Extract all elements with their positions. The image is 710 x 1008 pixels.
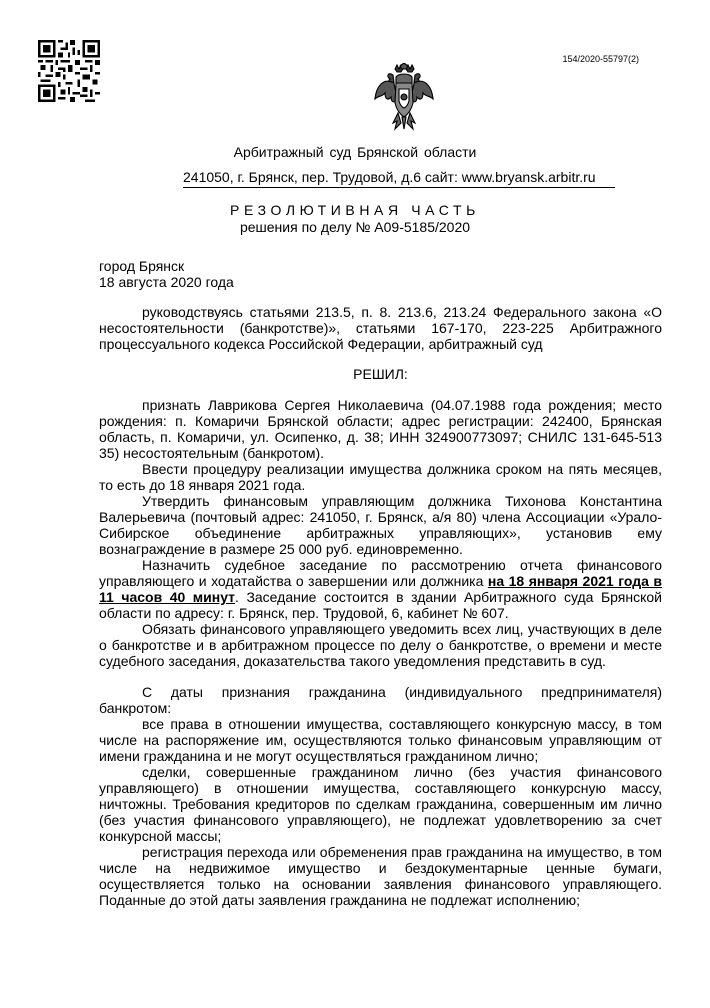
- court-website-link[interactable]: www.bryansk.arbitr.ru: [461, 169, 596, 185]
- decision-body: [99, 304, 662, 908]
- decision-label: РЕШИЛ:: [353, 366, 408, 382]
- header-divider: [183, 187, 615, 188]
- paragraph-consequences: С даты признания гражданина (индивидуального предпринимателя) банкротом:: [99, 684, 662, 716]
- paragraph-manager: Утвердить финансовым управляющим должника Тихонова Константина Валерьевича (почтовый адрес: 241050, г. Брянск, а/я 80) члена Ассоциации «Урало-Сибирское объединение арбитражных управляющих», установив ему вознаграждение в размере 25 000 руб. единовременно.: [99, 493, 662, 557]
- paragraph-bankrupt: признать Лаврикова Сергея Николаевича (04.07.1988 года рождения; место рождения: п. Комаричи Брянской области; адрес регистрации: 242400, Брянская область, п. Комаричи, ул. Осипенко, д. 38; ИНН 324900773097; СНИЛС 131-645-513 35) несостоятельным (банкротом).: [99, 397, 662, 461]
- document-number: 154/2020-55797(2): [562, 54, 639, 64]
- hearing-datetime: на 18 января 2021 года в 11 часов 40 минут: [99, 573, 662, 605]
- paragraph-rights: все права в отношении имущества, составляющего конкурсную массу, в том числе на распоряжение им, осуществляются только финансовым управляющим от имени гражданина и не могут осуществляться гражданином лично;: [99, 716, 662, 764]
- document-heading: РЕЗОЛЮТИВНАЯ ЧАСТЬ: [230, 202, 480, 218]
- court-address: 241050, г. Брянск, пер. Трудовой, д.6 сайт: www.bryansk.arbitr.ru: [183, 169, 596, 185]
- paragraph-hearing: Назначить судебное заседание по рассмотрению отчета финансового управляющего и ходатайства о завершении или должника на 18 января 2021 года в 11 часов 40 минут. Заседание состоится в здании Арбитражного суда Брянской области по адресу: г. Брянск, пер. Трудовой, 6, кабинет № 607.: [99, 557, 662, 621]
- document-subheading: решения по делу № А09-5185/2020: [239, 219, 471, 235]
- paragraph-notify: Обязать финансового управляющего уведомить всех лиц, участвующих в деле о банкротстве и в арбитражном процессе по делу о банкротстве, о времени и месте судебного заседания, доказательства такого уведомления представить в суд.: [99, 621, 662, 669]
- paragraph-procedure: Ввести процедуру реализации имущества должника сроком на пять месяцев, то есть до 18 января 2021 года.: [99, 461, 662, 493]
- coat-of-arms-icon: [373, 63, 435, 131]
- intro-paragraph: руководствуясь статьями 213.5, п. 8. 213.6, 213.24 Федерального закона «О несостоятельности (банкротстве)», статьями 167-170, 223-225 Арбитражного процессуального кодекса Российской Федерации, арбитражный суд: [99, 304, 662, 352]
- city: город Брянск: [99, 258, 185, 274]
- paragraph-transactions: сделки, совершенные гражданином лично (без участия финансового управляющего) в отношении имущества, составляющего конкурсную массу, ничтожны. Требования кредиторов по сделкам гражданина, совершенным им лично (без участия финансового управляющего), не подлежат удовлетворению за счет конкурсной массы;: [99, 764, 662, 844]
- court-name: Арбитражный суд Брянской области: [233, 144, 477, 160]
- qr-code: [38, 40, 100, 102]
- paragraph-registration: регистрация перехода или обременения прав гражданина на имущество, в том числе на недвижимое имущество и бездокументарные ценные бумаги, осуществляется только на основании заявления финансового управляющего. Поданные до этой даты заявления гражданина не подлежат исполнению;: [99, 844, 662, 908]
- decision-date: 18 августа 2020 года: [99, 274, 234, 290]
- place-and-date: [99, 258, 234, 290]
